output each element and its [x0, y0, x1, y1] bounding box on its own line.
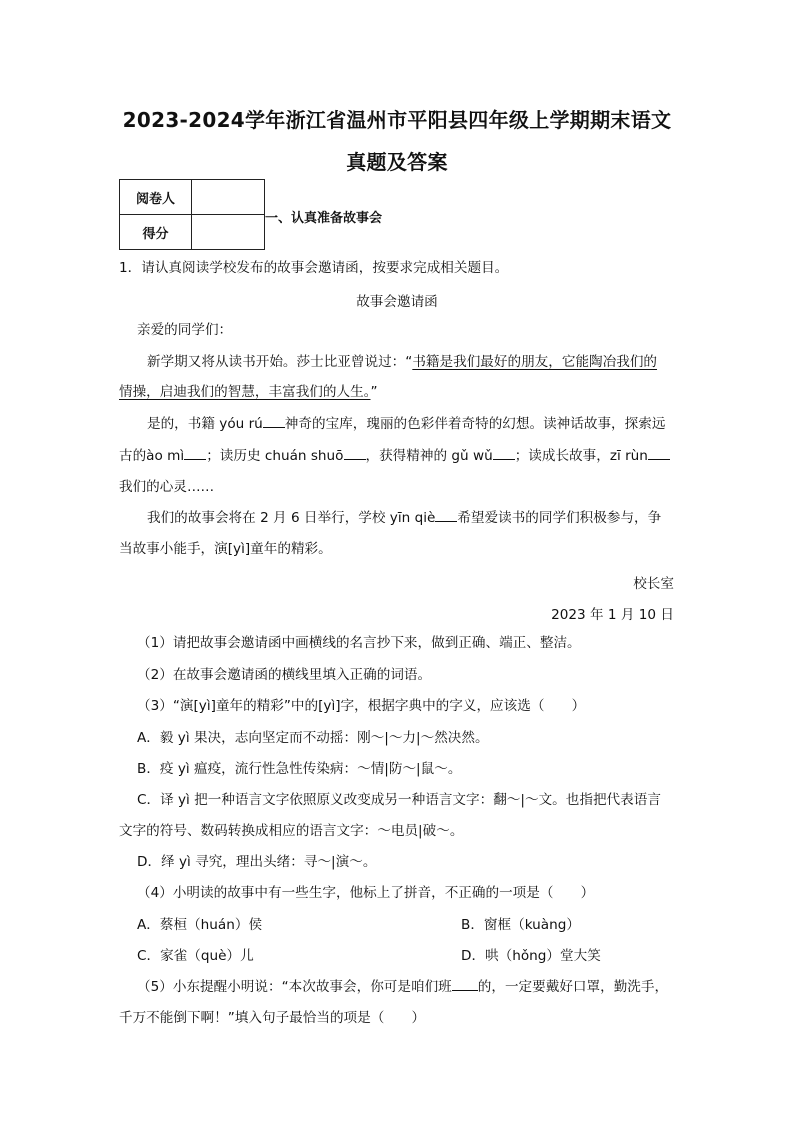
score-label: 得分: [120, 215, 192, 250]
p2-l1a: 是的，书籍 yóu rú: [147, 416, 263, 432]
p2-l2b: ；读历史 chuán shuō: [206, 448, 344, 464]
letter-signature: 校长室: [633, 576, 674, 592]
underlined-quote-part1: 书籍是我们最好的朋友，它能陶冶我们的: [412, 354, 658, 370]
question-1-stem: 1．请认真阅读学校发布的故事会邀请函，按要求完成相关题目。: [119, 260, 509, 276]
reviewer-cell[interactable]: [192, 180, 265, 215]
answer-blank[interactable]: [344, 447, 366, 460]
letter-paragraph-2-line-1: [147, 415, 665, 433]
sub-question-3: （3）“演[yì]童年的精彩”中的[yì]字，根据字典中的字义，应该选（ ）: [137, 698, 586, 714]
sub4-option-c[interactable]: C．家雀（què）儿: [137, 948, 254, 964]
letter-paragraph-1-line-2: [119, 383, 378, 401]
answer-blank[interactable]: [263, 415, 285, 428]
underlined-quote-part2: 情操，启迪我们的智慧，丰富我们的人生。: [119, 384, 371, 400]
sub4-option-a[interactable]: A．蔡桓（huán）侯: [137, 917, 263, 933]
section-title: 一、认真准备故事会: [265, 211, 383, 226]
p1-start: 新学期又将从读书开始。莎士比亚曾说过：“: [147, 354, 413, 370]
sub3-option-a[interactable]: A．毅 yì 果决，志向坚定而不动摇：刚～|～力|～然决然。: [137, 730, 489, 746]
p2-l2c: ，获得精神的 gǔ wǔ: [365, 448, 493, 464]
sub5-l1b: 的，一定要戴好口罩，勤洗手，: [477, 979, 669, 995]
p3-l1a: 我们的故事会将在 2 月 6 日举行，学校 yīn qiè: [147, 510, 436, 526]
p2-l2a: 古的ào mì: [119, 448, 185, 464]
p2-l1b: 神奇的宝库，瑰丽的色彩伴着奇特的幻想。读神话故事，探索远: [284, 416, 666, 432]
sub4-option-b[interactable]: B．窗框（kuàng）: [461, 917, 580, 933]
letter-paragraph-3-line-1: [147, 509, 661, 527]
letter-paragraph-3-line-2: 当故事小能手，演[yì]童年的精彩。: [119, 541, 332, 557]
sub-question-5-line-2: 千万不能倒下啊！”填入句子最恰当的项是（ ）: [119, 1010, 426, 1026]
p2-l2d: ；读成长故事，zī rùn: [514, 448, 648, 464]
sub3-option-c-continued: 文字的符号、数码转换成相应的语言文字：～电员|破～。: [119, 823, 464, 839]
sub-question-1: （1）请把故事会邀请函中画横线的名言抄下来，做到正确、端正、整洁。: [137, 635, 581, 651]
p3-l1b: 希望爱读书的同学们积极参与，争: [457, 510, 662, 526]
letter-paragraph-2-line-2: [119, 447, 670, 465]
answer-blank[interactable]: [184, 447, 206, 460]
reviewer-label: 阅卷人: [120, 180, 192, 215]
letter-paragraph-2-line-3: 我们的心灵……: [119, 479, 215, 495]
sub3-option-d[interactable]: D．绎 yì 寻究，理出头绪：寻～|演～。: [137, 854, 377, 870]
answer-blank[interactable]: [648, 447, 670, 460]
document-title-line1: 2023-2024学年浙江省温州市平阳县四年级上学期期末语文: [122, 108, 672, 132]
sub-question-4: （4）小明读的故事中有一些生字，他标上了拼音，不正确的一项是（ ）: [137, 885, 595, 901]
sub-question-2: （2）在故事会邀请函的横线里填入正确的词语。: [137, 667, 432, 683]
letter-heading: 故事会邀请函: [356, 294, 438, 310]
answer-blank[interactable]: [452, 978, 478, 991]
letter-greeting: 亲爱的同学们：: [137, 322, 233, 338]
letter-paragraph-1-line-1: [147, 353, 657, 371]
answer-blank[interactable]: [493, 447, 515, 460]
sub4-option-d[interactable]: D．哄（hǒng）堂大笑: [461, 948, 601, 964]
sub-question-5-line-1: [137, 978, 668, 996]
sub3-option-b[interactable]: B．疫 yì 瘟疫，流行性急性传染病：～情|防～|鼠～。: [137, 761, 462, 777]
document-title-line2: 真题及答案: [346, 150, 448, 174]
sub3-option-c[interactable]: C．译 yì 把一种语言文字依照原义改变成另一种语言文字：翻～|～文。也指把代表语言: [137, 792, 661, 808]
answer-blank[interactable]: [435, 509, 457, 522]
score-cell[interactable]: [192, 215, 265, 250]
p1-end: ”: [370, 384, 378, 400]
sub5-l1a: （5）小东提醒小明说：“本次故事会，你可是咱们班: [137, 979, 452, 995]
score-table: [119, 179, 265, 250]
letter-date: 2023 年 1 月 10 日: [551, 607, 674, 623]
